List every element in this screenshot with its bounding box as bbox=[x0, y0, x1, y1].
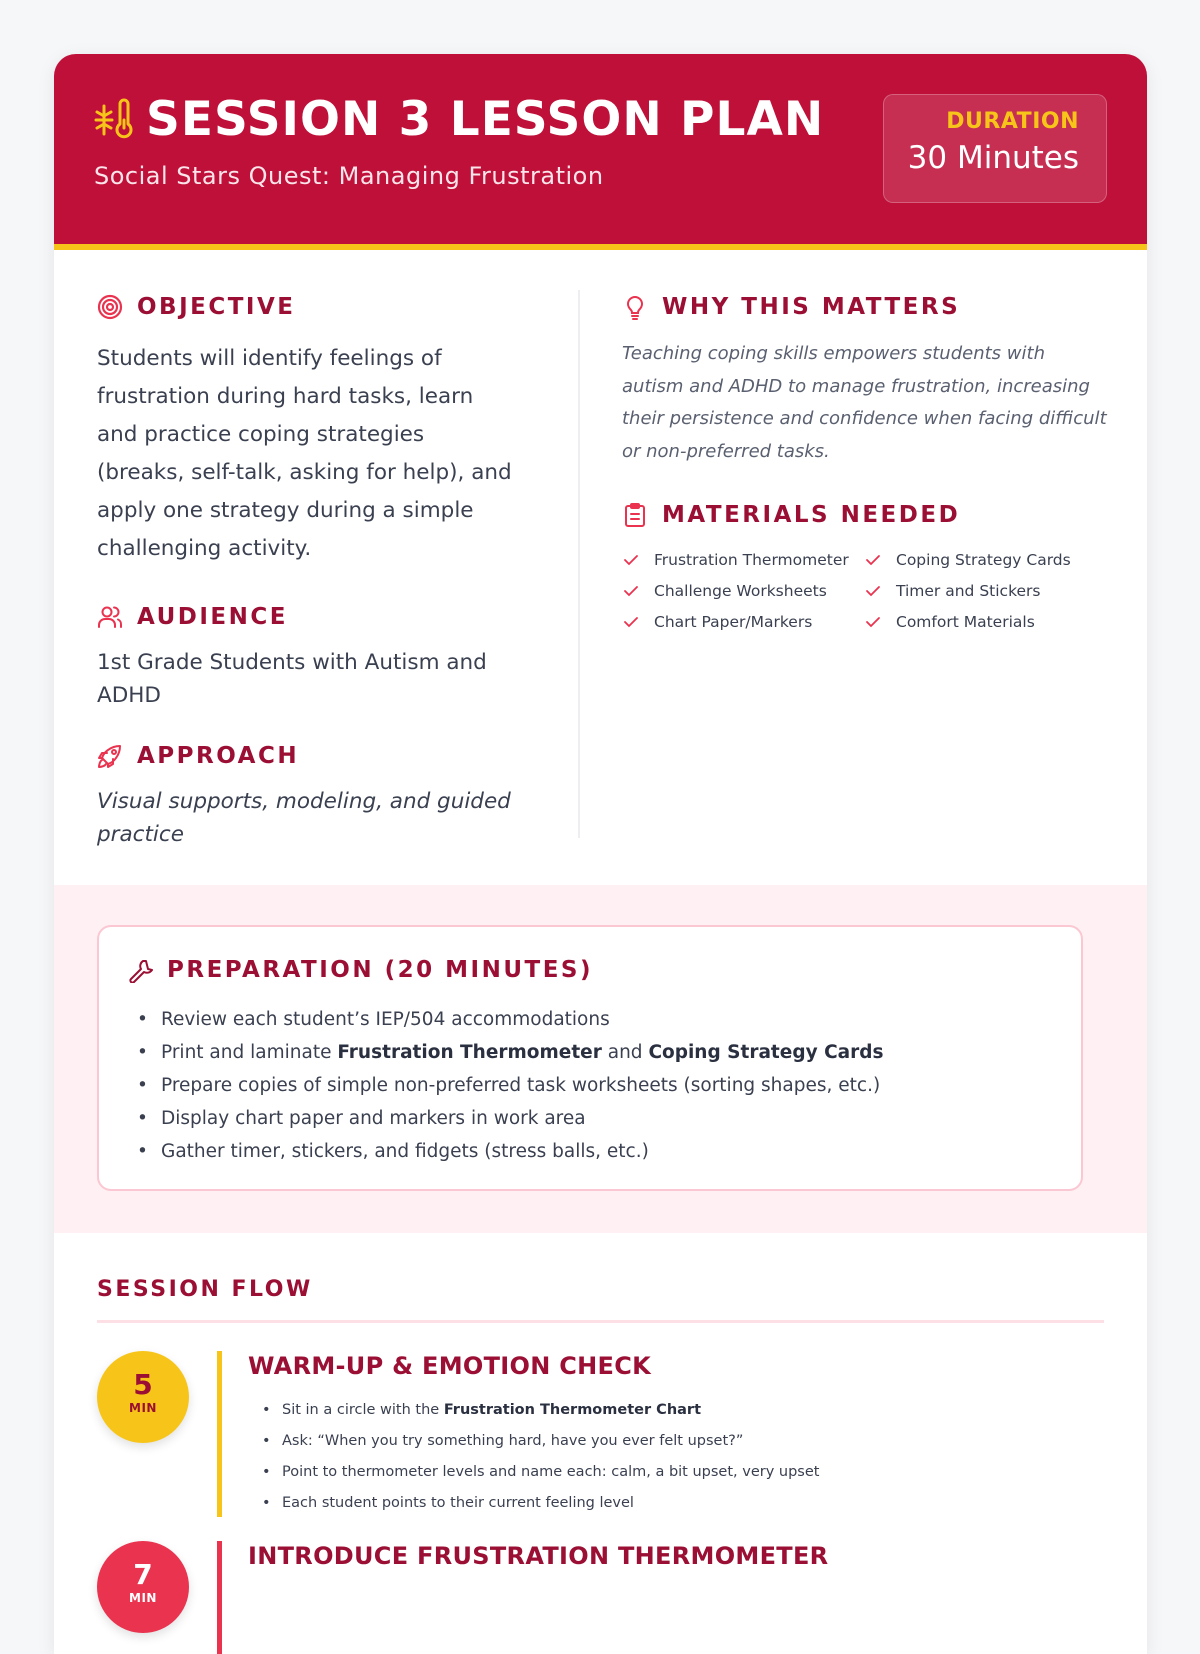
material-label: Chart Paper/Markers bbox=[654, 613, 813, 631]
wrench-icon bbox=[127, 957, 153, 983]
step-title: WARM-UP & EMOTION CHECK bbox=[248, 1352, 652, 1380]
why-heading: WHY THIS MATTERS bbox=[662, 294, 961, 320]
users-icon bbox=[97, 604, 123, 630]
material-item bbox=[622, 550, 864, 570]
thermometer-snowflake-icon bbox=[94, 98, 134, 142]
clipboard-icon bbox=[622, 502, 648, 528]
session-flow-heading: SESSION FLOW bbox=[97, 1277, 1104, 1323]
check-icon bbox=[864, 582, 882, 600]
material-label: Challenge Worksheets bbox=[654, 582, 827, 600]
materials-heading: MATERIALS NEEDED bbox=[662, 502, 961, 528]
objective-text: Students will identify feelings of frustration during hard tasks, learn and practice coping strategies (breaks, self-talk, asking for help), and apply one strategy during a simple challenging activity. bbox=[97, 346, 512, 561]
preparation-section bbox=[54, 885, 1147, 1233]
lightbulb-icon bbox=[622, 294, 648, 320]
preparation-list bbox=[161, 1003, 1053, 1168]
list-item: • Print and laminate Frustration Thermometer and Coping Strategy Cards bbox=[161, 1036, 1053, 1069]
column-divider bbox=[578, 290, 580, 838]
preparation-heading: PREPARATION (20 MINUTES) bbox=[167, 957, 593, 983]
material-label: Comfort Materials bbox=[896, 613, 1035, 631]
overview-left-column bbox=[97, 290, 517, 851]
why-heading-row bbox=[622, 290, 1107, 324]
overview-right-column bbox=[622, 290, 1107, 632]
target-icon bbox=[97, 294, 123, 320]
page-title: SESSION 3 LESSON PLAN bbox=[146, 92, 825, 147]
flow-step bbox=[97, 1351, 1104, 1517]
lesson-plan-card bbox=[54, 54, 1147, 1654]
header bbox=[54, 54, 1147, 250]
duration-label: DURATION bbox=[946, 109, 1079, 134]
preparation-box bbox=[97, 925, 1083, 1191]
list-item: • Point to thermometer levels and name each: calm, a bit upset, very upset bbox=[282, 1457, 1108, 1488]
overview-section bbox=[54, 250, 1147, 885]
check-icon bbox=[622, 582, 640, 600]
list-item: • Display chart paper and markers in work area bbox=[161, 1102, 1053, 1135]
list-item: • Sit in a circle with the Frustration Thermometer Chart bbox=[282, 1395, 1108, 1426]
material-label: Coping Strategy Cards bbox=[896, 551, 1071, 569]
list-item: • Prepare copies of simple non-preferred task worksheets (sorting shapes, etc.) bbox=[161, 1069, 1053, 1102]
check-icon bbox=[864, 551, 882, 569]
step-accent-bar bbox=[217, 1541, 222, 1654]
step-title: INTRODUCE FRUSTRATION THERMOMETER bbox=[248, 1542, 829, 1570]
audience-text: 1st Grade Students with Autism and ADHD bbox=[97, 650, 487, 708]
step-accent-bar bbox=[217, 1351, 222, 1517]
check-icon bbox=[864, 613, 882, 631]
duration-value: 30 Minutes bbox=[907, 140, 1079, 176]
objective-heading: OBJECTIVE bbox=[137, 294, 296, 320]
duration-badge: 5 MIN bbox=[97, 1351, 189, 1443]
approach-heading: APPROACH bbox=[137, 743, 300, 769]
list-item: • Each student points to their current feeling level bbox=[282, 1488, 1108, 1519]
check-icon bbox=[622, 613, 640, 631]
audience-heading: AUDIENCE bbox=[137, 604, 288, 630]
material-item bbox=[622, 581, 864, 601]
flow-step bbox=[97, 1541, 1104, 1654]
rocket-icon bbox=[97, 743, 123, 769]
materials-list bbox=[622, 550, 1107, 632]
list-item: • Ask: “When you try something hard, have you ever felt upset?” bbox=[282, 1426, 1108, 1457]
material-item bbox=[864, 581, 1094, 601]
why-text: Teaching coping skills empowers students with autism and ADHD to manage frustration, increasing their persistence and confidence when facing difficult or non-preferred tasks. bbox=[622, 343, 1107, 462]
list-item: • Review each student’s IEP/504 accommodations bbox=[161, 1003, 1053, 1036]
check-icon bbox=[622, 551, 640, 569]
session-flow-section bbox=[54, 1233, 1147, 1654]
material-label: Frustration Thermometer bbox=[654, 551, 849, 569]
audience-heading-row bbox=[97, 600, 517, 634]
material-label: Timer and Stickers bbox=[896, 582, 1041, 600]
objective-heading-row bbox=[97, 290, 517, 324]
approach-text: Visual supports, modeling, and guided practice bbox=[97, 789, 511, 847]
list-item: • Gather timer, stickers, and fidgets (stress balls, etc.) bbox=[161, 1135, 1053, 1168]
approach-heading-row bbox=[97, 739, 517, 773]
material-item bbox=[864, 550, 1094, 570]
duration-badge: 7 MIN bbox=[97, 1541, 189, 1633]
material-item bbox=[622, 612, 864, 632]
duration-box bbox=[883, 94, 1107, 203]
material-item bbox=[864, 612, 1094, 632]
materials-heading-row bbox=[622, 498, 1107, 532]
step-list bbox=[282, 1395, 1108, 1519]
page-subtitle: Social Stars Quest: Managing Frustration bbox=[94, 162, 604, 190]
preparation-heading-row bbox=[127, 953, 1053, 987]
